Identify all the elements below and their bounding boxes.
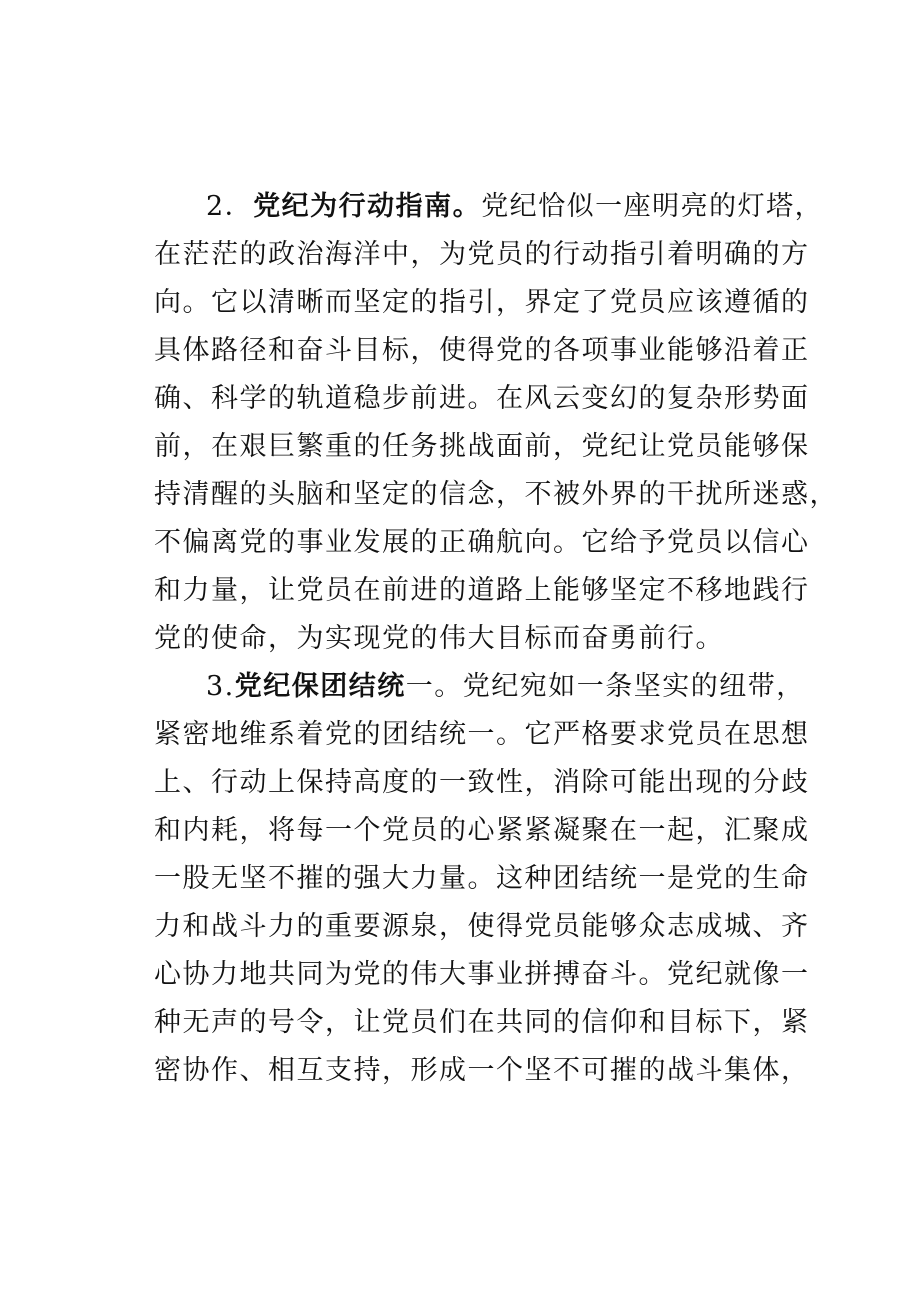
paragraph-line: 确、科学的轨道稳步前进。在风云变幻的复杂形势面 — [154, 383, 810, 414]
paragraph-first-line — [154, 183, 824, 231]
paragraph-line: 一股无坚不摧的强大力量。这种团结统一是党的生命 — [154, 863, 810, 894]
paragraph-line: 向。它以清晰而坚定的指引，界定了党员应该遵循的 — [154, 287, 810, 318]
section-heading: 党纪保团结统 — [234, 671, 406, 702]
paragraph-line: 不偏离党的事业发展的正确航向。它给予党员以信心 — [154, 527, 810, 558]
paragraph-line: 紧密地维系着党的团结统一。它严格要求党员在思想 — [154, 719, 810, 750]
section-heading: 党纪为行动指南。 — [253, 191, 482, 222]
paragraph-text: 一。党纪宛如一条坚实的纽带， — [405, 671, 805, 702]
paragraph-line: 和力量，让党员在前进的道路上能够坚定不移地践行 — [154, 575, 810, 606]
paragraph-line: 具体路径和奋斗目标，使得党的各项事业能够沿着正 — [154, 335, 810, 366]
paragraph-line: 前，在艰巨繁重的任务挑战面前，党纪让党员能够保 — [154, 431, 810, 462]
paragraph-text: 党纪恰似一座明亮的灯塔， — [481, 191, 824, 222]
paragraph-line: 持清醒的头脑和坚定的信念，不被外界的干扰所迷惑， — [154, 479, 838, 510]
paragraph-first-line — [154, 663, 805, 711]
section-number: 3. — [206, 671, 235, 702]
paragraph-discipline-unity — [154, 663, 810, 1095]
section-number: 2． — [206, 191, 254, 222]
paragraph-line: 密协作、相互支持，形成一个坚不可摧的战斗集体， — [154, 1055, 810, 1086]
paragraph-line: 心协力地共同为党的伟大事业拼搏奋斗。党纪就像一 — [154, 959, 810, 990]
paragraph-line: 党的使命，为实现党的伟大目标而奋勇前行。 — [154, 623, 724, 654]
paragraph-line: 在茫茫的政治海洋中，为党员的行动指引着明确的方 — [154, 239, 810, 270]
paragraph-line: 力和战斗力的重要源泉，使得党员能够众志成城、齐 — [154, 911, 810, 942]
paragraph-line: 和内耗，将每一个党员的心紧紧凝聚在一起，汇聚成 — [154, 815, 810, 846]
paragraph-discipline-guide — [154, 183, 838, 663]
paragraph-line: 种无声的号令，让党员们在共同的信仰和目标下，紧 — [154, 1007, 810, 1038]
paragraph-line: 上、行动上保持高度的一致性，消除可能出现的分歧 — [154, 767, 810, 798]
